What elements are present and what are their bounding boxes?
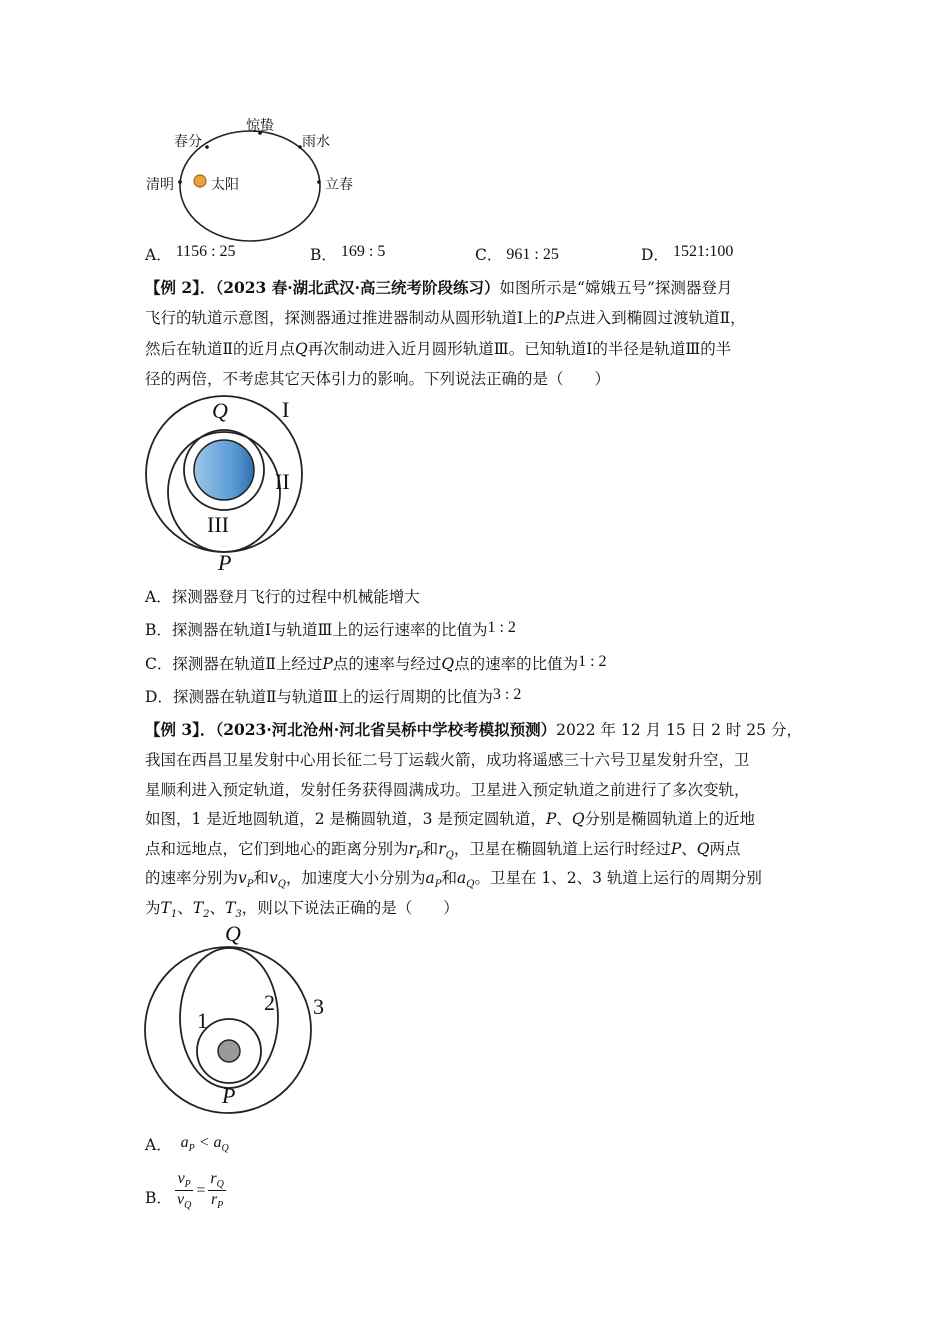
ex3-fig-label-3: 3 [313, 994, 324, 1019]
ex2-fig-label-q: Q [212, 398, 228, 423]
ex2-fig-label-i: I [282, 397, 290, 422]
ex3-line-5: 点和远地点，它们到地心的距离分别为$r_P$和$r_Q$，卫星在椭圆轨道上运行时经过P、Q两点 [145, 840, 741, 862]
ex3-fig-label-2: 2 [264, 990, 275, 1015]
moon [194, 440, 254, 500]
ex2-fig-label-p: P [218, 550, 232, 575]
ex2-line-2: 飞行的轨道示意图，探测器通过推进器制动从圆形轨道Ⅰ上的P点进入到椭圆过渡轨道Ⅱ， [145, 309, 746, 327]
ex3-line-3: 星顺利进入预定轨道，发射任务获得圆满成功。卫星进入预定轨道之前进行了多次变轨， [145, 781, 750, 799]
label-sun: 太阳 [211, 177, 239, 193]
ex3-line-7: 为$T_1$、$T_2$、$T_3$，则以下说法正确的是（ ） [145, 899, 459, 921]
ex2-option-c[interactable]: C．探测器在轨道Ⅱ上经过P点的速率与经过Q点的速率的比值为1 : 2 [145, 653, 607, 673]
label-yushui: 雨水 [302, 134, 330, 150]
ex2-line-3: 然后在轨道Ⅱ的近月点Q再次制动进入近月圆形轨道Ⅲ。已知轨道Ⅰ的半径是轨道Ⅲ的半 [145, 340, 732, 358]
q1-option-a[interactable]: A． 1156 : 25 [145, 243, 236, 264]
ex3-line-4: 如图，1 是近地圆轨道，2 是椭圆轨道，3 是预定圆轨道，P、Q分别是椭圆轨道上的近地 [145, 810, 756, 828]
ex2-line-1: 【例 2】．（2023 春·湖北武汉·高三统考阶段练习）如图所示是“嫦娥五号”探测器登月 [145, 278, 733, 297]
q1-option-b[interactable]: B． 169 : 5 [310, 243, 386, 264]
earth [218, 1040, 240, 1062]
ex3-line-1: 【例 3】．（2023·河北沧州·河北省吴桥中学校考模拟预测）2022 年 12 月 15 日 2 时 25 分， [145, 720, 802, 739]
ex2-option-b[interactable]: B．探测器在轨道Ⅰ与轨道Ⅲ上的运行速率的比值为1 : 2 [145, 619, 516, 639]
sun-marker [194, 175, 206, 187]
ex2-fig-label-iii: III [207, 512, 229, 537]
ex2-fig-label-ii: II [275, 469, 290, 494]
ex3-line-2: 我国在西昌卫星发射中心用长征二号丁运载火箭，成功将遥感三十六号卫星发射升空，卫 [145, 751, 750, 769]
label-qingming: 清明 [146, 177, 174, 193]
label-lichun: 立春 [325, 177, 353, 193]
ex3-fig-label-p: P [222, 1083, 236, 1108]
satellite-orbit-diagram [140, 940, 340, 1120]
ex2-option-a[interactable]: A．探测器登月飞行的过程中机械能增大 [145, 588, 420, 606]
orbit-2 [180, 948, 278, 1088]
ex3-line-6: 的速率分别为$v_P$和$v_Q$，加速度大小分别为$a_P$和$a_Q$。卫星在 1、2、3 轨道上运行的周期分别 [145, 869, 762, 891]
ex3-fig-label-1: 1 [197, 1008, 208, 1033]
label-chunfen: 春分 [174, 134, 202, 150]
q1-option-c[interactable]: C． 961 : 25 [475, 246, 559, 264]
q1-option-d[interactable]: D． 1521:100 [641, 243, 734, 264]
label-jingzhe: 惊蛰 [246, 118, 274, 134]
ex3-fig-label-q: Q [225, 921, 241, 946]
ex3-option-a[interactable]: A． $a_P < a_Q$ [145, 1134, 229, 1155]
ex2-option-d[interactable]: D．探测器在轨道Ⅱ与轨道Ⅲ上的运行周期的比值为3 : 2 [145, 686, 522, 706]
ex2-line-4: 径的两倍，不考虑其它天体引力的影响。下列说法正确的是（ ） [145, 370, 611, 388]
